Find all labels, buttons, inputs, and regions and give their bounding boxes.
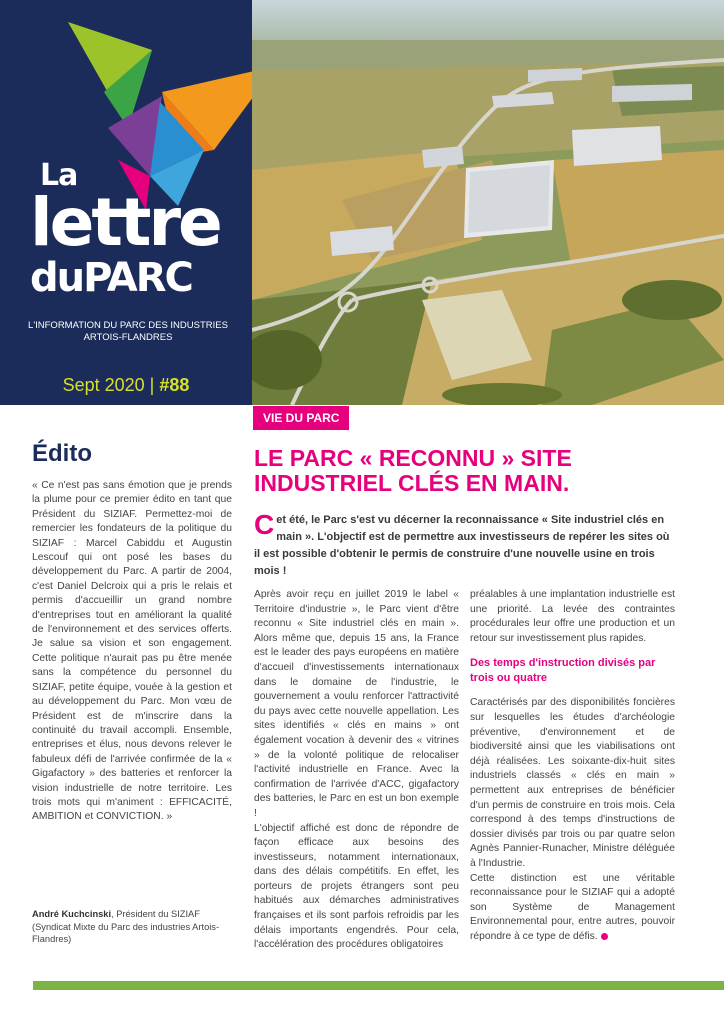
signature-name: André Kuchcinski [32, 909, 112, 919]
footer-bar [33, 981, 724, 990]
edito-title: Édito [32, 440, 92, 467]
article-paragraph-last [470, 872, 675, 945]
signature-role: , Président du SIZIAF [111, 909, 200, 919]
article-paragraph: préalables à une implantation industrielle est une priorité. La levée des contraintes procédurales leur offre une production et un retour sur investissement plus rapides. [470, 589, 675, 644]
issue-line [0, 375, 252, 396]
aerial-photo [252, 0, 724, 405]
article-paragraph: Après avoir reçu en juillet 2019 le label « Territoire d'industrie », le Parc vient d'être reconnu « Site industriel clés en main ». Alors même que, depuis 15 ans, la France est le leader des pays européens en matière d'accueil d'investissements internationaux dans le domaine de l'industrie, le gouvernement a voulu renforcer l'attractivité du pays avec cette nouvelle appellation. Les sites identifiés « clés en mains » ont également vocation à devenir des « vitrines » de la volonté politique de relocaliser l'activité industrielle en France. Avec la confirmation de l'arrivée d'ACC, gigafactory des batteries, le Parc en est un bon exemple ! [254, 589, 459, 819]
lead-drop-cap: C [254, 509, 275, 540]
masthead-title-du-parc: duPARC [30, 255, 192, 301]
issue-date: Sept 2020 | [62, 375, 155, 395]
issue-number: #88 [159, 375, 190, 395]
article-paragraph: L'objectif affiché est donc de répondre de façon efficace aux besoins des investisseurs, notamment internationaux, dans des délais compétitifs. En effet, les porteurs de projets étrangers sont peu habitués aux démarches administratives françaises et ils sont parfois refroidis par les délais importants engendrés. Pour cela, l'accélération des procédures obligatoires [254, 822, 459, 951]
article-headline: LE PARC « RECONNU » SITE INDUSTRIEL CLÉS EN MAIN. [254, 445, 572, 496]
masthead-title-la: La [40, 158, 78, 193]
masthead [0, 0, 252, 405]
end-mark-icon [601, 933, 608, 940]
edito-body: « Ce n'est pas sans émotion que je prends la plume pour ce premier édito en tant que Président du SIZIAF. Permettez-moi de remercier les fondateurs de la politique du SIZIAF : Marcel Cabiddu et Augustin Lescouf qui ont posé les bases du développement du Parc. A partir de 2004, c'est Daniel Delcroix qui a pris le relais et permis d'accueillir un grand nombre d'entreprises tout en améliorant la qualité de l'environnement et des services offerts. Je salue sa vision et son engagement. Cette politique n'aurait pas pu être menée sans la compétence du personnel du SIZIAF, petite équipe, vouée à la gestion et au développement du Parc. Mon vœu de Président est de m'inscrire dans la continuité du travail accompli. Ensemble, entreprises et élus, nous devons relever le fabuleux défi de l'arrivée confirmée de la « Gigafactory » des batteries et renforcer la vision industrielle de notre territoire. Les trois mots qui m'animent : EFFICACITÉ, AMBITION et CONVICTION. » [32, 480, 232, 823]
masthead-subtitle: L'INFORMATION DU PARC DES INDUSTRIES ARTOIS-FLANDRES [28, 320, 228, 343]
article-subhead: Des temps d'instruction divisés par trois ou quatre [470, 657, 656, 685]
masthead-title-lettre: lettre [30, 184, 220, 261]
aerial-industrial-park-photo-icon [252, 0, 724, 405]
section-tag: VIE DU PARC [253, 406, 349, 430]
edito-signature [32, 908, 232, 946]
lead-text: et été, le Parc s'est vu décerner la reconnaissance « Site industriel clés en main ». L'objectif est de permettre aux investisseurs de repérer les sites où il est possible d'obtenir le permis de construire d'une nouvelle usine en trois mois ! [254, 514, 670, 577]
article-column-2 [470, 588, 675, 944]
article-column-1 [254, 588, 459, 953]
article-paragraph-text: Cette distinction est une véritable reconnaissance pour le SIZIAF qui a adopté son Système de Management Environnemental pour, entre autres, pouvoir répondre à ce type de défis. [470, 872, 675, 942]
article-paragraph: Caractérisés par des disponibilités foncières sur lesquelles les études d'archéologie préventive, d'environnement et de biodiversité ainsi que les viabilisations ont déjà réalisées. Les soixante-dix-huit sites industriels classés « clés en main » permettent aux entreprises de bénéficier d'un permis de construire en trois mois. Cela correspond à des temps d'instructions de dossier divisés par trois ou par quatre selon Agnès Pannier-Runacher, Ministre déléguée à l'Industrie. [470, 697, 675, 869]
article-lead [254, 509, 674, 580]
signature-org: (Syndicat Mixte du Parc des industries Artois-Flandres) [32, 921, 220, 945]
